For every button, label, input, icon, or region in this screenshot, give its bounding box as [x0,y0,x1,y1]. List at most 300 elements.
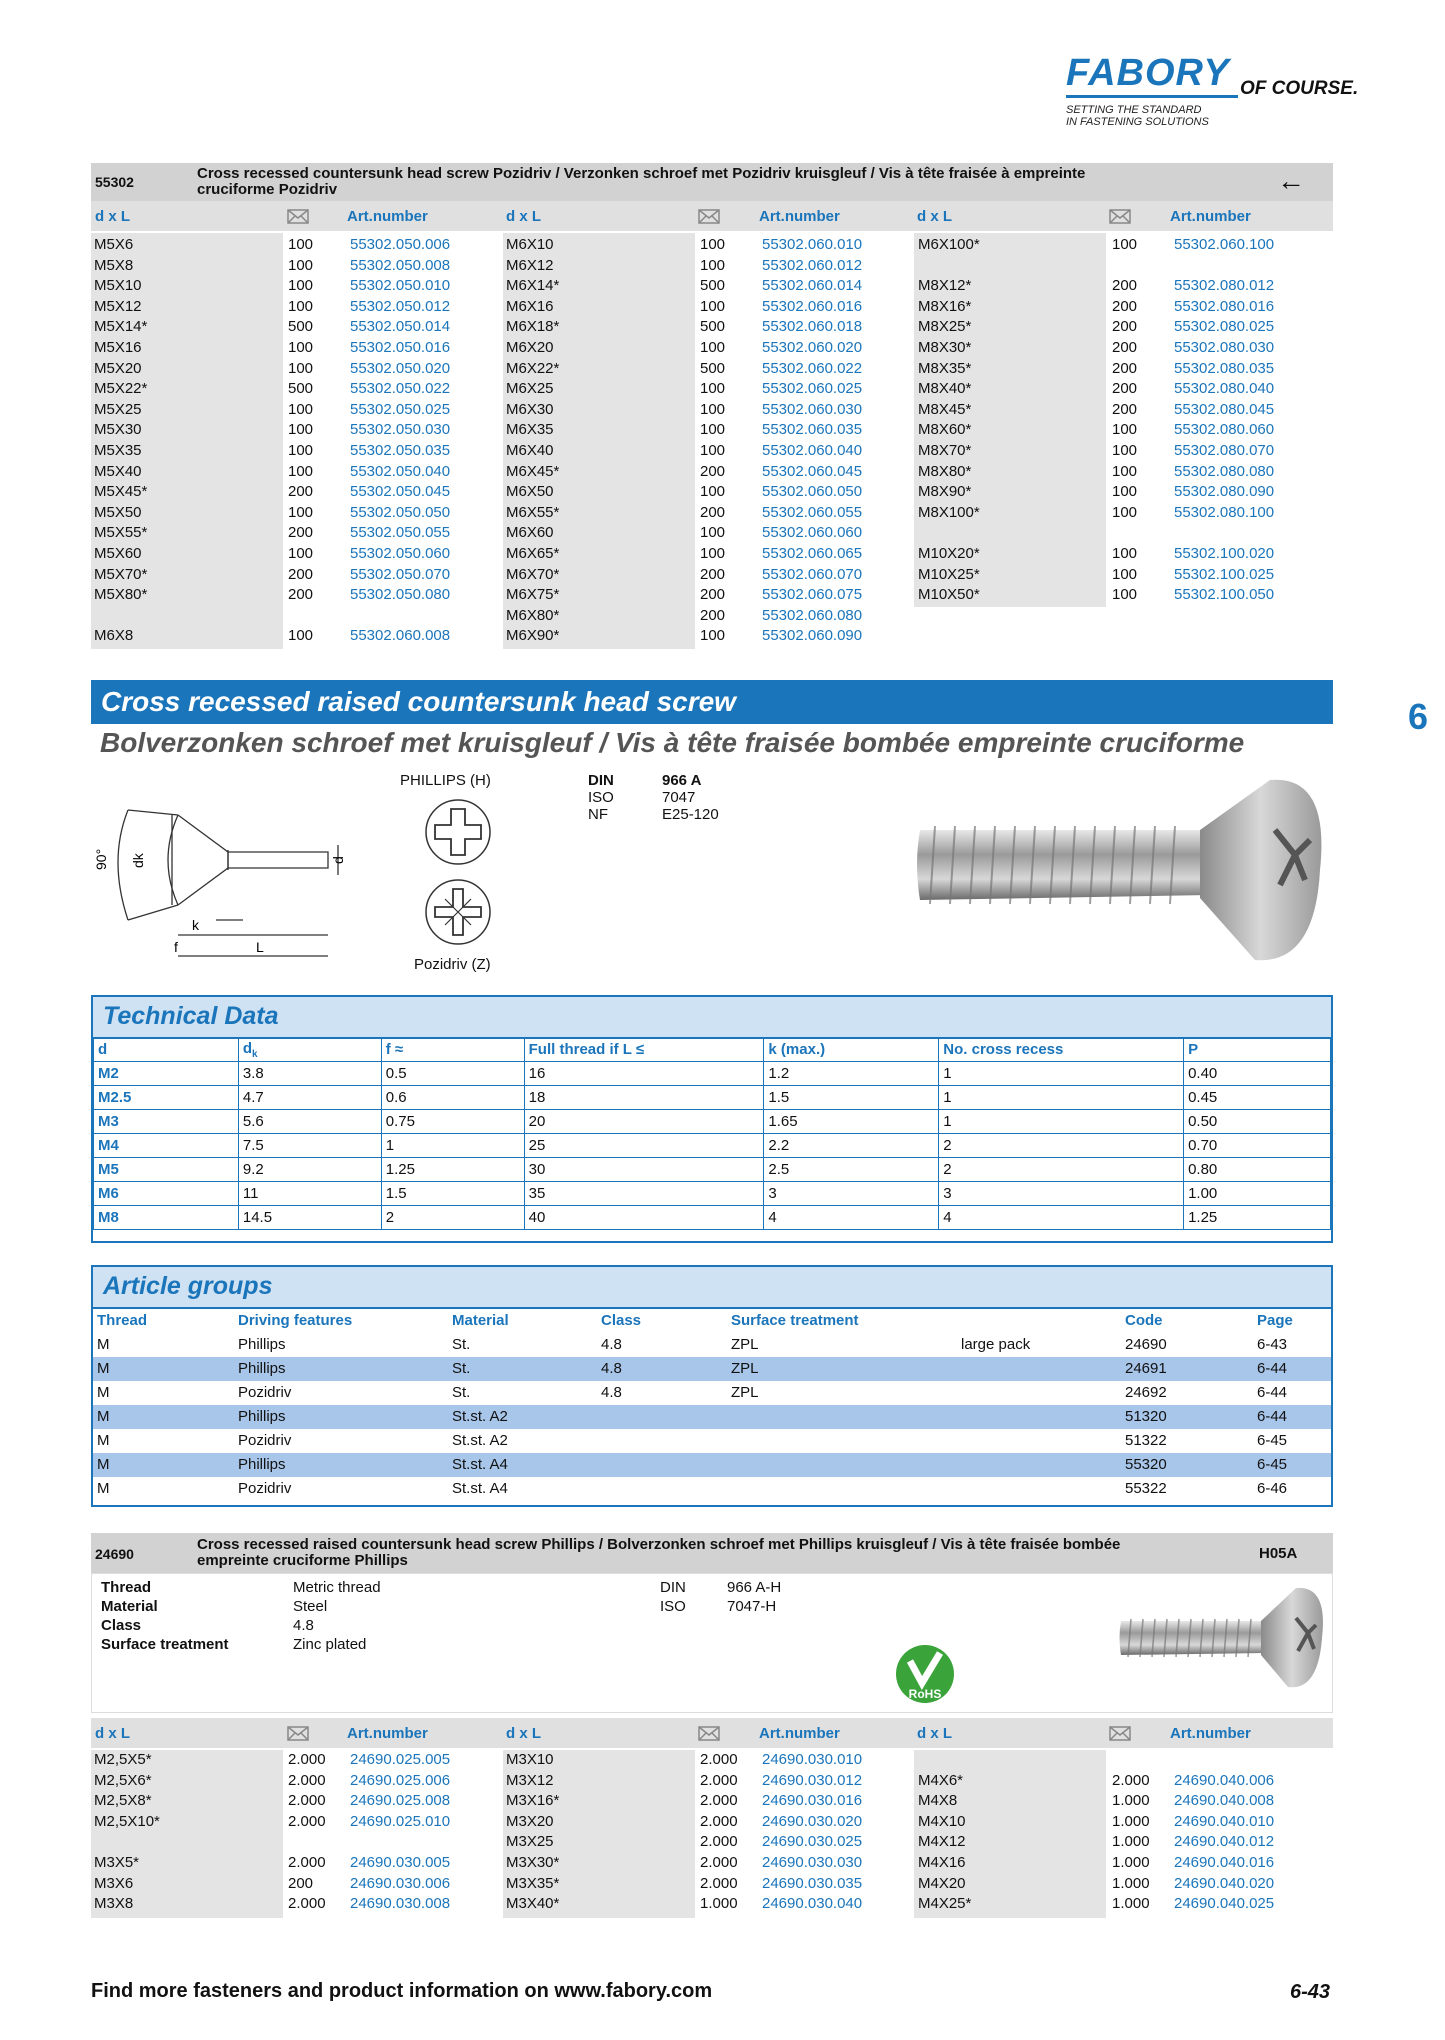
cell: M2 [94,1062,239,1086]
cell: 51320 [1125,1408,1167,1425]
cell: large pack [961,1336,1031,1353]
product2-properties: Thread Metric thread Material Steel Class 4.8 Surface treatment Zinc plated [101,1579,381,1653]
article-number-link[interactable]: 55302.060.040 [762,442,863,459]
article-number-link[interactable]: 55302.100.050 [1174,586,1275,604]
cell: 40 [524,1206,764,1230]
article-size: M8X25* [918,318,972,336]
article-size: M8X12* [918,277,972,295]
article-size: M8X16* [918,297,972,315]
article-number-link[interactable]: 55302.050.070 [350,565,451,583]
pack-quantity: 100 [288,236,314,253]
cell: M [97,1480,110,1497]
cell: 5.6 [238,1110,381,1134]
pack-quantity: 200 [288,565,314,583]
pack-quantity: 200 [1112,297,1138,315]
cell: 6-44 [1257,1408,1288,1425]
cell: ZPL [731,1384,759,1401]
cell: 24692 [1125,1384,1167,1401]
article-number-link[interactable]: 55302.080.100 [1174,503,1275,521]
article-size: M3X12 [506,1771,554,1789]
article-group-row [93,1381,1331,1405]
pack-quantity: 100 [700,236,726,253]
article-number-link[interactable]: 24690.040.020 [1174,1874,1275,1892]
page-number: 6-43 [1290,1981,1331,2003]
cell: Pozidriv [238,1480,292,1497]
article-number-link[interactable]: 24690.025.010 [350,1812,451,1830]
article-number-link[interactable]: 55302.050.020 [350,359,451,377]
article-size: M4X6* [918,1771,964,1789]
article-size: M3X20 [506,1812,554,1830]
article-number-link[interactable]: 55302.060.010 [762,236,863,253]
article-number-link[interactable]: 55302.050.022 [350,380,451,398]
product-badge: H05A [1259,1545,1298,1562]
column-header: $d_k$ [238,1038,381,1062]
cell: M4 [94,1134,239,1158]
article-size: M6X65* [506,545,560,562]
article-number-link[interactable]: 24690.025.008 [350,1792,451,1810]
cell: 11 [238,1182,381,1206]
article-number-link[interactable]: 55302.080.040 [1174,380,1275,398]
article-size: M6X8 [94,627,134,645]
article-number-link[interactable]: 24690.030.020 [762,1812,863,1830]
cell: 1 [939,1062,1184,1086]
cell: M [97,1336,110,1353]
pack-quantity: 1.000 [1112,1792,1150,1810]
cell: 6-46 [1257,1480,1288,1497]
article-number-link[interactable]: 24690.030.008 [350,1895,451,1913]
article-number-link[interactable]: 55302.060.035 [762,421,863,439]
pack-quantity: 100 [288,359,314,377]
col-dxl: d x L [95,208,131,225]
envelope-icon [287,209,309,224]
cell: Surface treatment [731,1312,859,1329]
envelope-icon [287,1726,309,1741]
cell: 6-44 [1257,1360,1288,1377]
cell: 1.65 [764,1110,939,1134]
article-number-link[interactable]: 55302.050.045 [350,483,451,501]
screw-product-image [910,770,1330,970]
cell: Pozidriv [238,1384,292,1401]
article-number-link[interactable]: 55302.060.018 [762,318,863,336]
pack-quantity: 2.000 [700,1833,738,1851]
d-label: d [330,856,346,864]
cell: 0.50 [1184,1110,1331,1134]
article-number-link[interactable]: 55302.050.060 [350,545,451,562]
article-number-link[interactable]: 24690.030.035 [762,1874,863,1892]
article-number-link[interactable]: 55302.050.006 [350,236,451,253]
cell: 4 [939,1206,1184,1230]
article-group-row [93,1357,1331,1381]
article-size: M8X80* [918,462,972,480]
product2-column-header [91,1718,1333,1748]
article-number-link[interactable]: 55302.060.075 [762,586,863,604]
pack-quantity: 200 [288,1874,314,1892]
product-header-24690 [91,1533,1333,1573]
article-size: M3X40* [506,1895,560,1913]
pack-quantity: 100 [700,421,726,439]
cell: M5 [94,1158,239,1182]
pack-quantity: 100 [288,442,314,459]
article-number-link[interactable]: 55302.060.065 [762,545,863,562]
article-size: M4X20 [918,1874,966,1892]
cell: 9.2 [238,1158,381,1182]
article-size: M6X40 [506,442,554,459]
cell: M [97,1432,110,1449]
article-size: M10X25* [918,565,980,583]
article-size: M6X16 [506,297,554,315]
article-size: M5X10 [94,277,142,295]
pack-quantity: 500 [700,359,726,377]
cell: 6-45 [1257,1432,1288,1449]
cell: 0.6 [381,1086,524,1110]
cell: 7.5 [238,1134,381,1158]
article-number-link[interactable]: 55302.080.045 [1174,400,1275,418]
cell: 1.25 [381,1158,524,1182]
article-number-link[interactable]: 55302.050.016 [350,339,451,356]
article-size: M5X35 [94,442,142,459]
col-artnumber: Art.number [1170,1725,1251,1742]
article-size: M6X55* [506,503,560,521]
article-size: M2,5X6* [94,1771,152,1789]
cell: 2.5 [764,1158,939,1182]
pack-quantity: 200 [1112,277,1138,295]
pack-quantity: 200 [288,524,314,542]
pack-quantity: 100 [700,442,726,459]
article-size: M8X45* [918,400,972,418]
article-size: M4X12 [918,1833,966,1851]
article-number-link[interactable]: 55302.080.030 [1174,339,1275,356]
article-group-row [93,1429,1331,1453]
pack-quantity: 100 [1112,462,1138,480]
article-size: M5X25 [94,400,142,418]
technical-data-row [94,1182,1331,1206]
article-number-link[interactable]: 24690.030.006 [350,1874,451,1892]
article-number-link[interactable]: 24690.030.016 [762,1792,863,1810]
article-size: M6X100* [918,236,980,253]
product-header-55302 [91,163,1333,201]
cell: Phillips [238,1360,286,1377]
article-size: M5X20 [94,359,142,377]
pack-quantity: 2.000 [288,1812,326,1830]
article-number-link[interactable]: 55302.050.008 [350,256,451,274]
cell: 1.5 [381,1182,524,1206]
article-number-link[interactable]: 55302.060.014 [762,277,863,295]
article-size: M8X35* [918,359,972,377]
product1-column-header [91,201,1333,231]
article-group-row [93,1405,1331,1429]
pack-quantity: 500 [288,380,314,398]
article-number-link[interactable]: 55302.050.030 [350,421,451,439]
article-size: M5X14* [94,318,148,336]
article-number-link[interactable]: 55302.060.070 [762,565,863,583]
article-number-link[interactable]: 55302.050.050 [350,503,451,521]
article-group-row [93,1477,1331,1501]
logo-of-course: OF COURSE. [1240,78,1359,99]
article-size: M2,5X10* [94,1812,160,1830]
cell: 4.8 [601,1384,622,1401]
pack-quantity: 2.000 [700,1751,738,1768]
article-size: M3X10 [506,1751,554,1768]
article-number-link[interactable]: 55302.050.080 [350,586,451,604]
article-number-link[interactable]: 55302.050.025 [350,400,451,418]
column-header: f ≈ [381,1038,524,1062]
cell: M [97,1384,110,1401]
article-number-link[interactable]: 55302.060.016 [762,297,863,315]
pack-quantity: 100 [288,421,314,439]
cell: M3 [94,1110,239,1134]
article-number-link[interactable]: 55302.060.008 [350,627,451,645]
article-number-link[interactable]: 55302.100.025 [1174,565,1275,583]
article-number-link[interactable]: 55302.060.012 [762,256,863,274]
pack-quantity: 200 [1112,318,1138,336]
pack-quantity: 100 [1112,503,1138,521]
article-number-link[interactable]: 55302.060.100 [1174,236,1275,253]
article-number-link[interactable]: 55302.060.080 [762,606,863,624]
article-size: M8X90* [918,483,972,501]
article-size: M5X70* [94,565,148,583]
cell: 0.75 [381,1110,524,1134]
cell: M6 [94,1182,239,1206]
cell: 55322 [1125,1480,1167,1497]
cell: M [97,1408,110,1425]
cell: 14.5 [238,1206,381,1230]
pack-quantity: 100 [288,503,314,521]
article-number-link[interactable]: 24690.040.016 [1174,1854,1275,1871]
article-size: M6X20 [506,339,554,356]
pack-quantity: 2.000 [700,1854,738,1871]
cell: 18 [524,1086,764,1110]
article-number-link[interactable]: 55302.060.045 [762,462,863,480]
col-dxl: d x L [95,1725,131,1742]
standard-row: ISO 7047 [588,789,696,806]
column-header: P [1184,1038,1331,1062]
cell: M8 [94,1206,239,1230]
article-number-link[interactable]: 24690.025.006 [350,1771,451,1789]
logo-tagline: SETTING THE STANDARD IN FASTENING SOLUTIONS [1066,104,1209,128]
article-size: M6X14* [506,277,560,295]
article-size: M4X25* [918,1895,972,1913]
envelope-icon [1109,209,1131,224]
pack-quantity: 100 [1112,236,1138,253]
pack-quantity: 2.000 [700,1812,738,1830]
article-number-link[interactable]: 55302.080.012 [1174,277,1275,295]
article-size: M6X10 [506,236,554,253]
technical-data-row [94,1158,1331,1182]
technical-data-row [94,1206,1331,1230]
article-number-link[interactable]: 55302.060.055 [762,503,863,521]
cell: St. [452,1336,471,1353]
cell: Thread [97,1312,148,1329]
pack-quantity: 500 [700,318,726,336]
cell: Page [1257,1312,1293,1329]
cell: 4.8 [601,1360,622,1377]
article-number-link[interactable]: 55302.080.090 [1174,483,1275,501]
section-subtitle: Bolverzonken schroef met kruisgleuf / Vis à tête fraisée bombée empreinte cruciforme [100,727,1245,758]
article-size: M3X25 [506,1833,554,1851]
article-number-link[interactable]: 24690.040.010 [1174,1812,1275,1830]
cell: 2 [381,1206,524,1230]
cell: 0.40 [1184,1062,1331,1086]
cell: Class [601,1312,642,1329]
article-number-link[interactable]: 55302.060.022 [762,359,863,377]
cell: 2 [939,1134,1184,1158]
article-size: M2,5X8* [94,1792,152,1810]
product-title: Cross recessed countersunk head screw Pozidriv / Verzonken schroef met Pozidriv kruisgleuf / Vis à tête fraisée à empreinte cruciforme Pozidriv [197,165,1086,198]
chapter-number: 6 [1408,696,1429,737]
pozidriv-label: Pozidriv (Z) [414,956,491,973]
article-number-link[interactable]: 55302.080.080 [1174,462,1275,480]
article-size: M5X55* [94,524,148,542]
cell: 3 [764,1182,939,1206]
article-number-link[interactable]: 55302.100.020 [1174,545,1275,562]
article-size: M3X6 [94,1874,134,1892]
article-number-link[interactable]: 24690.040.025 [1174,1895,1275,1913]
pack-quantity: 200 [700,503,726,521]
article-number-link[interactable]: 24690.030.005 [350,1854,451,1871]
cell: 20 [524,1110,764,1134]
pack-quantity: 200 [288,483,314,501]
product-code: 55302 [95,174,134,190]
article-groups-title: Article groups [103,1272,273,1300]
article-size: M5X16 [94,339,142,356]
article-number-link[interactable]: 55302.050.014 [350,318,451,336]
envelope-icon [1109,1726,1131,1741]
article-number-link[interactable]: 55302.060.020 [762,339,863,356]
cell: Driving features [238,1312,353,1329]
cell: ZPL [731,1336,759,1353]
article-number-link[interactable]: 55302.060.025 [762,380,863,398]
col-dxl: d x L [917,1725,953,1742]
cell: 2.2 [764,1134,939,1158]
section-title: Cross recessed raised countersunk head screw [101,686,736,717]
article-number-link[interactable]: 55302.080.025 [1174,318,1275,336]
standard-row: DIN 966 A [588,772,702,789]
article-number-link[interactable]: 55302.080.035 [1174,359,1275,377]
pack-quantity: 100 [288,462,314,480]
pack-quantity: 2.000 [700,1792,738,1810]
pack-quantity: 500 [700,277,726,295]
pack-quantity: 100 [1112,545,1138,562]
article-group-row [93,1453,1331,1477]
article-size: M6X35 [506,421,554,439]
article-size: M5X60 [94,545,142,562]
article-number-link[interactable]: 55302.080.016 [1174,297,1275,315]
pack-quantity: 200 [1112,400,1138,418]
article-size: M5X45* [94,483,148,501]
article-number-link[interactable]: 24690.030.010 [762,1751,863,1768]
article-number-link[interactable]: 24690.040.012 [1174,1833,1275,1851]
cell: 1.00 [1184,1182,1331,1206]
pozidriv-recess-icon [423,877,493,947]
pack-quantity: 100 [700,627,726,645]
article-number-link[interactable]: 55302.080.060 [1174,421,1275,439]
article-size: M4X10 [918,1812,966,1830]
f-label: f [174,939,178,955]
article-size: M8X40* [918,380,972,398]
cell: 0.70 [1184,1134,1331,1158]
article-number-link[interactable]: 55302.060.050 [762,483,863,501]
envelope-icon [698,209,720,224]
product-code: 24690 [95,1546,134,1562]
article-number-link[interactable]: 55302.050.012 [350,297,451,315]
pack-quantity: 1.000 [1112,1812,1150,1830]
article-number-link[interactable]: 24690.040.008 [1174,1792,1275,1810]
pack-quantity: 100 [288,400,314,418]
article-number-link[interactable]: 55302.060.030 [762,400,863,418]
article-number-link[interactable]: 24690.040.006 [1174,1771,1275,1789]
cell: St. [452,1360,471,1377]
cell: St.st. A4 [452,1456,508,1473]
article-size: M5X50 [94,503,142,521]
cell: 6-43 [1257,1336,1288,1353]
cell: St.st. A4 [452,1480,508,1497]
product2-standards: DIN 966 A-H ISO 7047-H [660,1579,782,1615]
dk-label: dk [130,853,146,868]
article-number-link[interactable]: 24690.030.012 [762,1771,863,1789]
col-artnumber: Art.number [759,1725,840,1742]
cell: 1 [939,1110,1184,1134]
article-groups-table [91,1265,1333,1507]
article-size: M8X100* [918,503,980,521]
article-number-link[interactable]: 55302.050.010 [350,277,451,295]
svg-text:RoHS: RoHS [908,1687,942,1701]
cell: 25 [524,1134,764,1158]
article-size: M10X20* [918,545,980,562]
article-number-link[interactable]: 24690.030.030 [762,1854,863,1871]
pack-quantity: 1.000 [1112,1874,1150,1892]
article-size: M6X60 [506,524,554,542]
pack-quantity: 100 [700,380,726,398]
article-number-link[interactable]: 55302.050.035 [350,442,451,459]
technical-data-title: Technical Data [103,1002,279,1030]
article-number-link[interactable]: 55302.060.060 [762,524,863,542]
article-size: M8X60* [918,421,972,439]
cell: M [97,1456,110,1473]
article-number-link[interactable]: 55302.060.090 [762,627,863,645]
technical-data-header [93,997,1331,1039]
col-dxl: d x L [917,208,953,225]
phillips-recess-icon [423,797,493,867]
cell: 51322 [1125,1432,1167,1449]
cell: 0.45 [1184,1086,1331,1110]
technical-data-row [94,1062,1331,1086]
cell: Phillips [238,1336,286,1353]
back-arrow-icon[interactable]: ← [1277,165,1305,196]
cell: 0.5 [381,1062,524,1086]
col-dxl: d x L [506,208,542,225]
article-size: M6X80* [506,606,560,624]
article-number-link[interactable]: 55302.050.055 [350,524,451,542]
article-size: M6X75* [506,586,560,604]
pack-quantity: 100 [288,297,314,315]
article-size: M5X80* [94,586,148,604]
cell: 3.8 [238,1062,381,1086]
article-size: M6X22* [506,359,560,377]
article-number-link[interactable]: 55302.080.070 [1174,442,1275,459]
article-number-link[interactable]: 55302.050.040 [350,462,451,480]
article-number-link[interactable]: 24690.030.025 [762,1833,863,1851]
pack-quantity: 2.000 [288,1895,326,1913]
article-number-link[interactable]: 24690.025.005 [350,1751,451,1768]
angle-label: 90° [93,848,109,870]
cell: ZPL [731,1360,759,1377]
cell: Material [452,1312,509,1329]
cell: 4.7 [238,1086,381,1110]
article-number-link[interactable]: 24690.030.040 [762,1895,863,1913]
pack-quantity: 2.000 [700,1874,738,1892]
pack-quantity: 200 [700,462,726,480]
rohs-badge-icon [894,1643,956,1705]
